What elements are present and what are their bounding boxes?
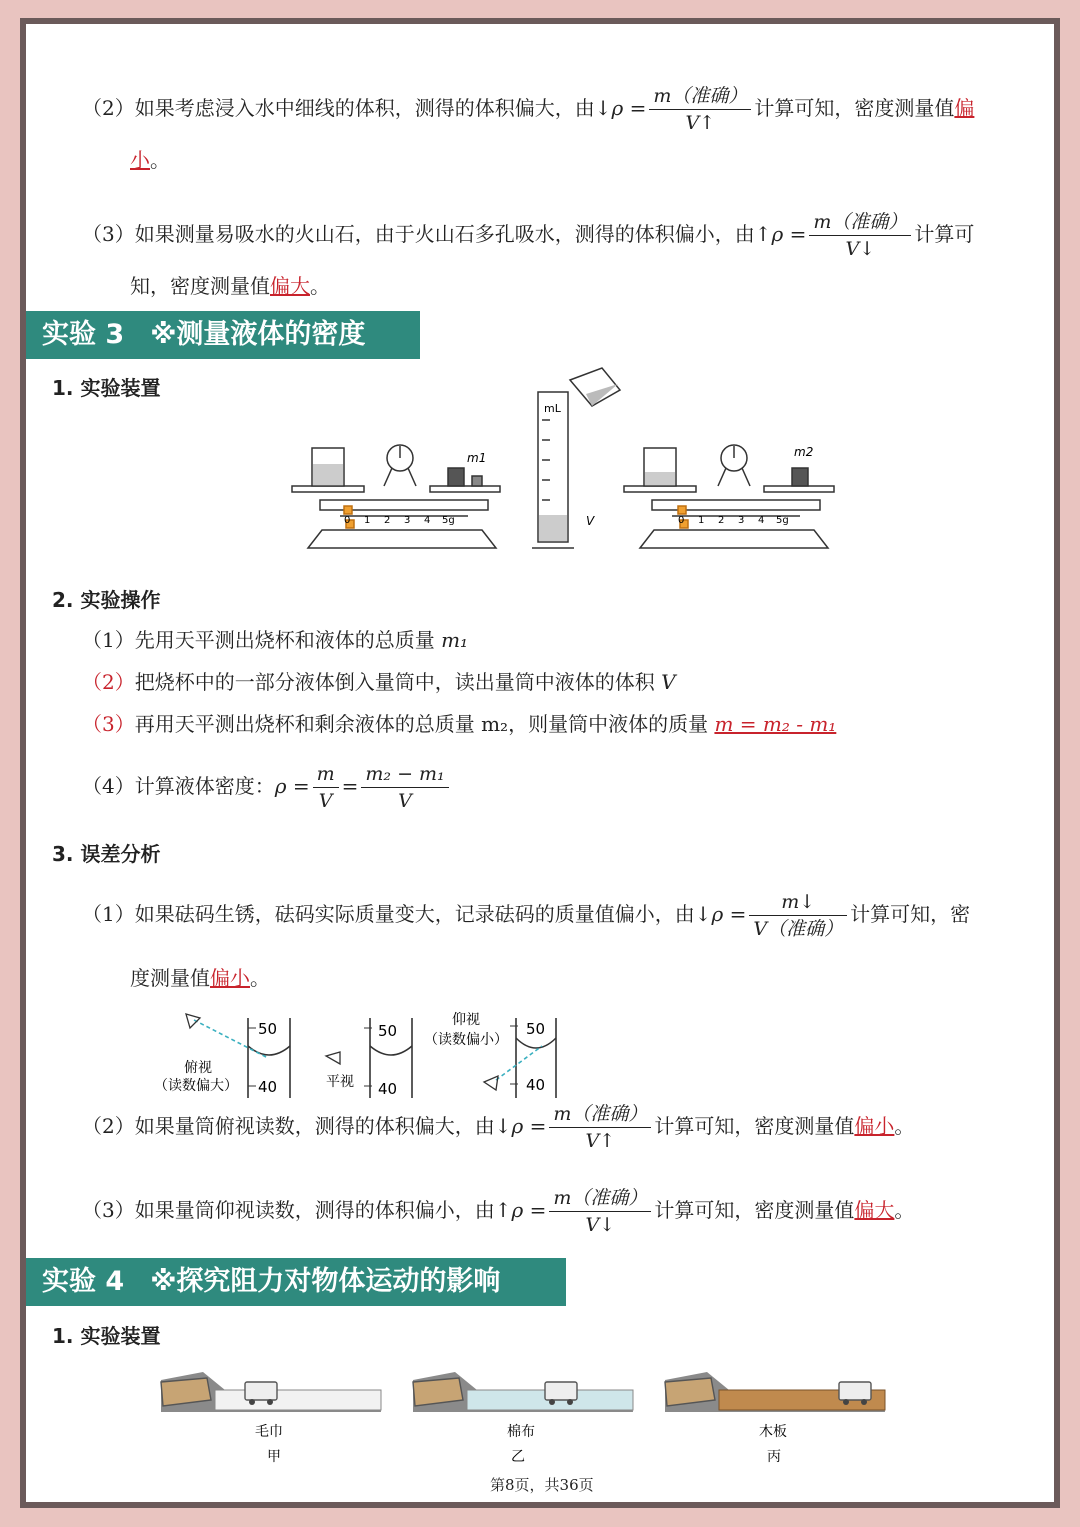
tick-50: 50: [526, 1020, 546, 1038]
denominator: V↓: [845, 238, 876, 260]
density-fraction: [809, 210, 911, 261]
text: （3）如果量筒仰视读数，测得的体积偏小，由↑: [82, 1198, 512, 1222]
text: 再用天平测出烧杯和剩余液体的总质量 m₂，则量筒中液体的质量: [134, 712, 715, 736]
text: 度测量值: [130, 966, 210, 990]
m1-label: m1: [467, 451, 487, 465]
ramp-towel: [161, 1372, 381, 1465]
density-fraction: [549, 1102, 651, 1153]
view-note: （读数偏大）: [154, 1078, 238, 1094]
exp3-banner: [26, 311, 420, 359]
answer: m = m₂ - m₁: [714, 712, 837, 736]
numerator: m（准确）: [549, 1102, 651, 1128]
numerator: m₂ − m₁: [361, 762, 448, 788]
section-heading: 1. 实验装置: [52, 1324, 161, 1348]
text: 计算可: [914, 222, 975, 246]
tick-40: 40: [378, 1080, 398, 1098]
density-fraction: [549, 1186, 651, 1237]
exp2-item-3-cont: [130, 272, 330, 300]
surface-label: 棉布: [507, 1424, 535, 1440]
scale-tick: 1: [698, 515, 705, 526]
text: （1）如果砝码生锈，砝码实际质量变大，记录砝码的质量值偏小，由↓: [82, 902, 712, 926]
eye-icon: [326, 1052, 340, 1064]
rho-symbol: ρ =: [511, 1198, 547, 1222]
section-heading: 1. 实验装置: [52, 376, 161, 400]
rho-symbol: ρ =: [274, 774, 310, 798]
err-1: [82, 890, 970, 941]
fraction: [313, 762, 339, 813]
scale-tick: 0: [344, 515, 351, 526]
exp4-banner: [26, 1258, 566, 1306]
density-fraction: [749, 890, 847, 941]
answer: 偏小: [854, 1114, 895, 1138]
banner-number: 实验 4: [42, 1266, 125, 1297]
density-fraction: [649, 84, 751, 135]
text: 把烧杯中的一部分液体倒入量筒中，读出量筒中液体的体积: [134, 670, 662, 694]
cylinder-overhead: [154, 1014, 290, 1098]
m2-label: m2: [794, 445, 814, 459]
text: （1）先用天平测出烧杯和液体的总质量: [82, 628, 442, 652]
text: 知，密度测量值: [130, 274, 270, 298]
denominator: V↑: [585, 1130, 616, 1152]
section-heading: 3. 误差分析: [52, 842, 161, 866]
scale-tick: 3: [738, 515, 745, 526]
scale-tick: 5g: [442, 515, 455, 526]
ramp-wood: [665, 1372, 885, 1465]
view-label: 俯视: [184, 1060, 212, 1076]
v-label: V: [586, 514, 595, 528]
text: 。: [250, 966, 270, 990]
scale-tick: 2: [718, 515, 725, 526]
text: 。: [310, 274, 330, 298]
text: 计算可知，密度测量值: [654, 1114, 855, 1138]
text: 。: [894, 1114, 915, 1138]
text: 计算可知，密: [850, 902, 971, 926]
scale-tick: 3: [404, 515, 411, 526]
scale-tick: 4: [424, 515, 431, 526]
apparatus-figure: [280, 360, 850, 560]
denominator: V↑: [685, 112, 716, 134]
balance-right: [624, 445, 834, 548]
view-label: 平视: [326, 1074, 354, 1090]
numerator: m（准确）: [549, 1186, 651, 1212]
ml-label: mL: [544, 402, 561, 415]
answer: 偏小: [210, 966, 250, 990]
tick-50: 50: [378, 1022, 398, 1040]
op-4: [82, 762, 452, 813]
answer: 小: [130, 148, 150, 172]
rho-symbol: ρ =: [511, 1114, 547, 1138]
tick-50: 50: [258, 1020, 278, 1038]
exp2-item-2-cont: [130, 146, 170, 174]
number: （3）: [82, 712, 135, 736]
denominator: V↓: [585, 1214, 616, 1236]
numerator: m（准确）: [649, 84, 751, 110]
err-3: [82, 1186, 914, 1237]
cylinder-reading-figure: [150, 1006, 570, 1106]
scale-tick: 5g: [776, 515, 789, 526]
numerator: m↓: [749, 890, 847, 916]
scale-tick: 1: [364, 515, 371, 526]
cart: [839, 1382, 871, 1400]
surface-label: 毛巾: [255, 1424, 283, 1440]
eye-icon: [186, 1014, 200, 1028]
equals: =: [341, 774, 359, 798]
text: （2）如果量筒俯视读数，测得的体积偏大，由↓: [82, 1114, 512, 1138]
text: （4）计算液体密度：: [82, 774, 275, 798]
text: 计算可知，密度测量值: [654, 1198, 855, 1222]
cylinder-level: [326, 1018, 412, 1098]
exp2-item-2: [82, 84, 974, 135]
numerator: m: [313, 762, 339, 788]
text: （2）如果考虑浸入水中细线的体积，测得的体积偏大，由↓: [82, 96, 612, 120]
banner-title: ※测量液体的密度: [150, 319, 366, 350]
err-2: [82, 1102, 914, 1153]
fraction: [361, 762, 448, 813]
scale-tick: 0: [678, 515, 685, 526]
tick-40: 40: [526, 1076, 546, 1094]
surface-tag: 丙: [767, 1449, 781, 1465]
eye-icon: [484, 1076, 498, 1090]
op-3: [82, 710, 836, 738]
ramp-cotton: [413, 1372, 633, 1465]
denominator: V: [398, 790, 412, 812]
section-heading: 2. 实验操作: [52, 588, 161, 612]
graduated-cylinder: [532, 368, 620, 548]
text: 。: [894, 1198, 915, 1222]
exp2-item-3: [82, 210, 974, 261]
banner-title: ※探究阻力对物体运动的影响: [150, 1266, 501, 1297]
cylinder-low: [424, 1012, 556, 1098]
answer: 偏大: [854, 1198, 895, 1222]
answer: 偏: [954, 96, 975, 120]
denominator: V（准确）: [753, 918, 844, 940]
tick-40: 40: [258, 1078, 278, 1096]
numerator: m（准确）: [809, 210, 911, 236]
variable: m₁: [441, 628, 469, 652]
rho-symbol: ρ =: [711, 902, 747, 926]
scale-tick: 2: [384, 515, 391, 526]
surface-label: 木板: [759, 1424, 787, 1440]
view-label: 仰视: [452, 1012, 480, 1028]
denominator: V: [318, 790, 333, 812]
answer: 偏大: [270, 274, 310, 298]
rho-symbol: ρ =: [771, 222, 807, 246]
err-1-cont: [130, 964, 270, 992]
text: 计算可知，密度测量值: [754, 96, 955, 120]
variable: V: [661, 670, 676, 694]
surface-tag: 乙: [511, 1449, 525, 1465]
op-1: [82, 626, 468, 654]
page-footer: 第8页，共36页: [490, 1476, 594, 1494]
text: 。: [150, 148, 170, 172]
cart: [545, 1382, 577, 1400]
ramps-figure: [155, 1360, 895, 1470]
scale-tick: 4: [758, 515, 765, 526]
text: （3）如果测量易吸水的火山石，由于火山石多孔吸水，测得的体积偏小，由↑: [82, 222, 772, 246]
view-note: （读数偏小）: [424, 1032, 508, 1048]
surface-tag: 甲: [267, 1449, 281, 1465]
op-2: [82, 668, 676, 696]
rho-symbol: ρ =: [611, 96, 647, 120]
banner-number: 实验 3: [42, 319, 125, 350]
cart: [245, 1382, 277, 1400]
number: （2）: [82, 670, 135, 694]
